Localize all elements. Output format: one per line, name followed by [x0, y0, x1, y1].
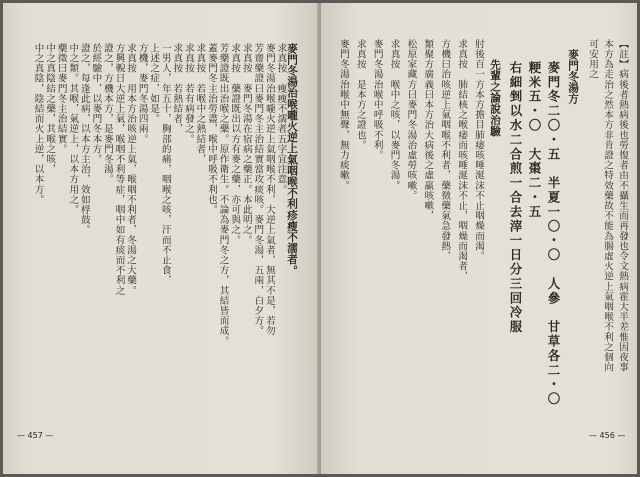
book-spread [3, 3, 637, 474]
recipe-column: 右細剉以水二合煎一合去滓一日分三回冷服 [508, 61, 523, 335]
body-text-column: 麥門冬湯治喉中無聲，無力痰嗽。 [337, 39, 349, 191]
left-text-column: 方興輗日大逆上氣，喉咽不利等症，咽中如有痰而不利之 [113, 43, 125, 296]
body-text-column: 求真按 是本方之證也。 [354, 39, 366, 151]
left-text-column: 麥門冬湯治喉嚨火逆上氣咽喉不利，大逆上氣者，無其不是，若勿 [263, 43, 275, 336]
note-column: 本方為走治之然本方非肯證之特效藥故不能為腸虛火逆上氣咽喉不利之個向 [602, 39, 613, 373]
left-text-column: 芳藥證既出治喉之藥。原作衛生。不論為麥門冬之方，其結皆而成。 [217, 43, 229, 346]
left-text-column: 求真按 若有病發之。 [182, 43, 194, 144]
left-text-column: 上述之症，如是。 [148, 43, 160, 124]
left-text-column: 麥門冬湯治喉嚨火逆上氣咽喉不利疹瘦不濡者。 [286, 43, 298, 277]
section-subheading: 先輩之論說治驗 [489, 59, 501, 137]
body-text-column: 類聚方廣義曰本方治大病後之虛羸咳嗽， [422, 39, 434, 221]
recipe-column: 粳米五・〇 大棗二・五 [527, 61, 542, 220]
recipe-column: 麥門冬二〇・五 半夏一〇・〇 人參 甘草各二・〇 [546, 61, 561, 407]
left-text-column: 方機，麥門冬湯四兩。 [136, 43, 148, 144]
left-text-column: 求真按 瘦瘦不濡者五字宜注意。 [275, 43, 287, 195]
left-text-column: 藥徵曰麥門冬主治結實。 [55, 43, 67, 155]
left-text-column: 芳齋藥證曰麥門冬主治結實當攻痰咳。麥門冬湯，五兩，白夕方。 [252, 43, 264, 336]
left-text-column: 求真按 藥證既出以方有麥之藥，亦可與之。 [229, 43, 241, 245]
note-column: 【註】病後者熱病後也勞復者由不攝生而再發也令文熱病霍大半差惟因夜事 [617, 39, 628, 373]
body-text-column: 麥門冬湯治喉中呼吸不利。 [371, 39, 383, 161]
left-text-column: 求真按 麥門冬湯在宿病之藥正。本此明之。 [240, 43, 252, 245]
left-page [3, 3, 319, 474]
right-page [321, 3, 637, 474]
left-text-column: 求真按 用本方治咳逆上氣，喉咽不利者，冬湯之大藥。 [125, 43, 137, 296]
body-text-column: 求真按 喉中之咳，以麥門冬湯。 [388, 39, 400, 191]
body-text-column: 方機曰治咳逆上氣咽喉不利者，藥徵藥氣急發熱， [439, 39, 451, 262]
left-text-column: 於經驗中，以麥門冬本方。 [90, 43, 102, 165]
note-column: 可安用之 [587, 39, 598, 80]
left-text-column: 證之，每逢此病，以本方主治，效如桴鼓。 [78, 43, 90, 235]
left-text-column: 一男人，年五十，胸部的痛，咽喉之咳，汗而不止食， [159, 43, 171, 286]
left-text-column: 證之，方機本方，是麥門冬湯。 [101, 43, 113, 185]
left-text-column: 蓋麥門冬主治勞盡，喉中呼吸不利也。 [206, 43, 218, 215]
left-text-column: 中之類。其喉，氣逆上，以本方用之。 [67, 43, 79, 215]
body-text-column: 肘後百一方本方擔目肺痿咳唾涎沫不止咽燥而渴。 [473, 39, 484, 262]
left-text-column: 求真按 若喉中之熱結者， [194, 43, 206, 165]
body-text-column: 松原家藏方曰麥門冬湯治虛勞咳嗽。 [405, 39, 417, 201]
left-page-number: — 457 — [17, 431, 54, 440]
left-text-column: 中之真陰結之藥，其喉之咳， [44, 43, 56, 175]
body-text-column: 求真按 肺結核之喉痿而咳唾涎沫不止，咽燥而渴者， [456, 39, 468, 282]
right-page-number: — 456 — [589, 431, 626, 440]
formula-heading: 麥門冬湯方 [567, 49, 579, 105]
left-text-column: 中之真陰，陰結而火上逆，以本方。 [32, 43, 44, 205]
left-text-column: 求真按 若熱結者， [171, 43, 183, 134]
